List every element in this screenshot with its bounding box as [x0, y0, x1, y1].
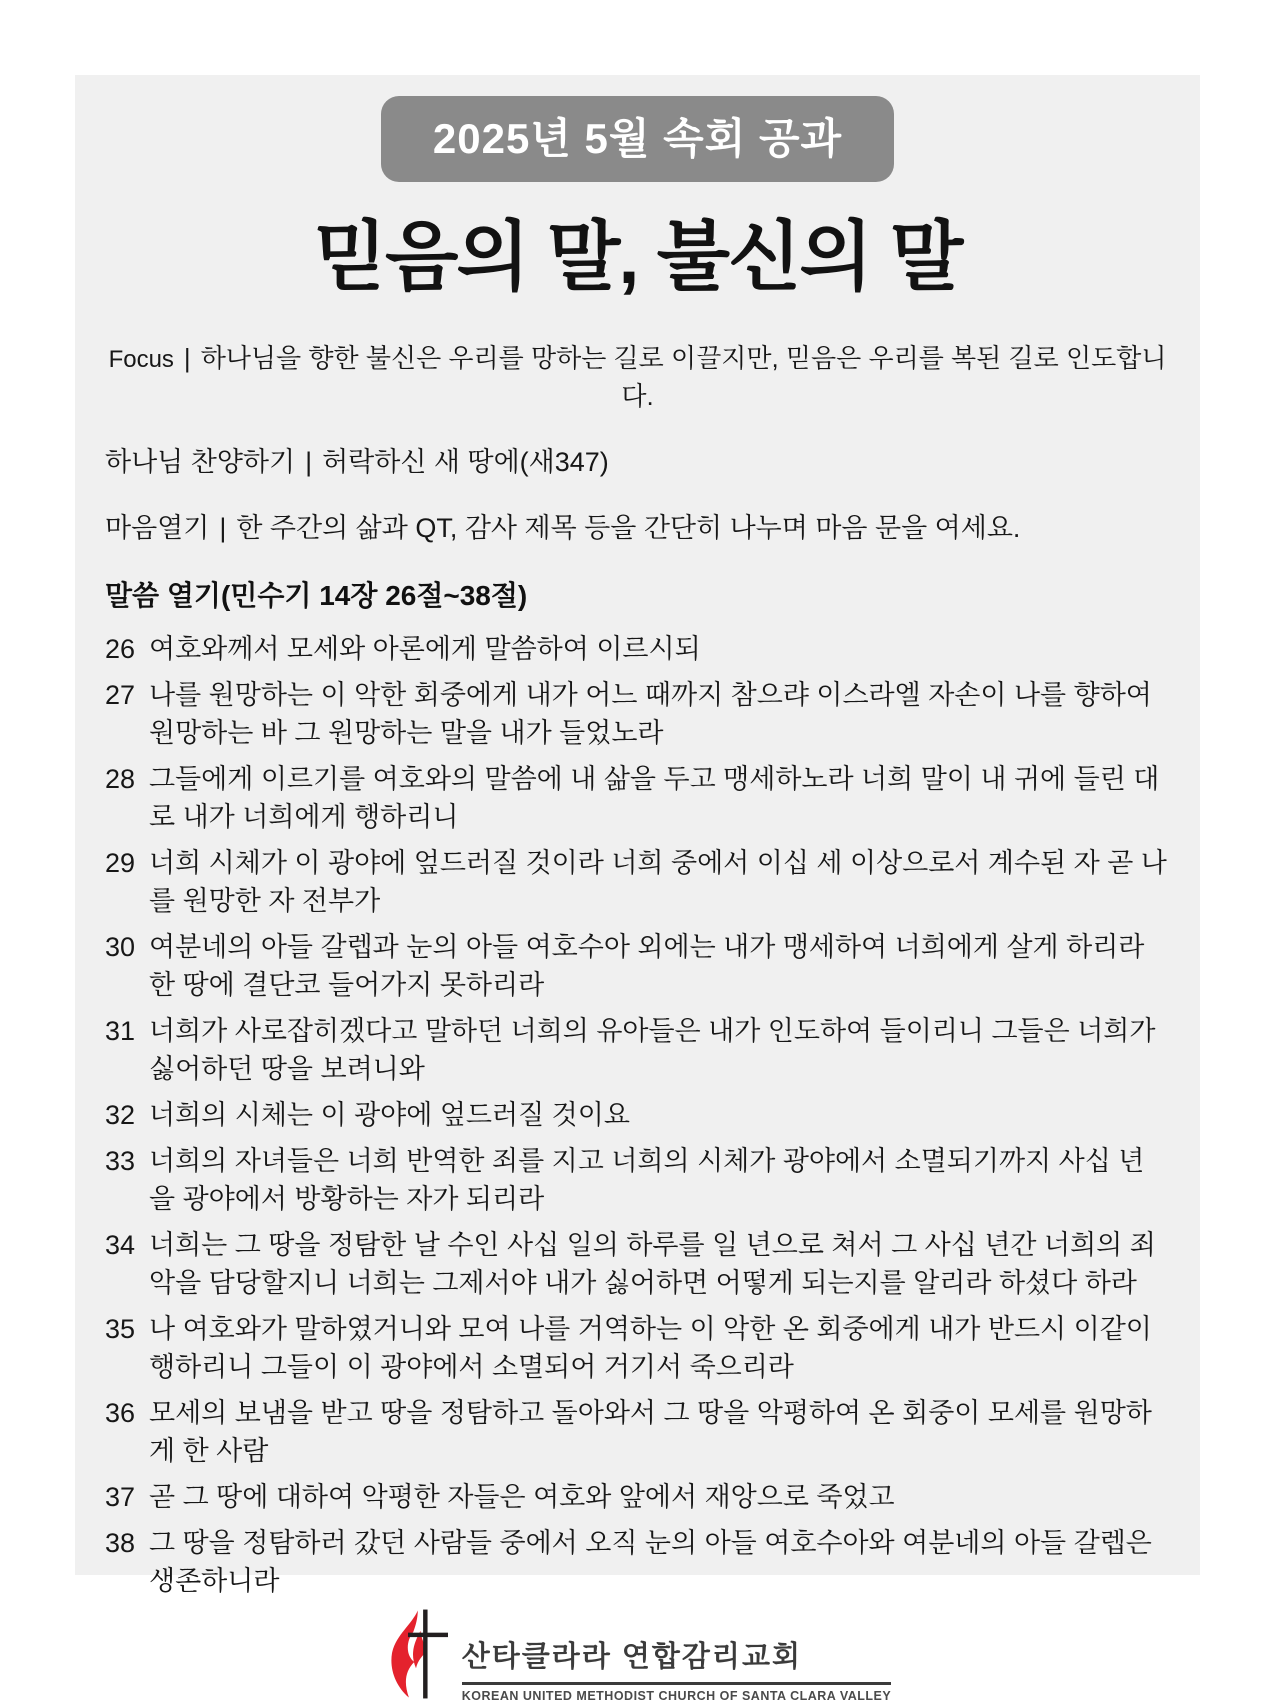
open-heart-separator: | [219, 512, 227, 543]
verse-list [105, 630, 1170, 1600]
verse-text: 그 땅을 정탐하러 갔던 사람들 중에서 오직 눈의 아들 여호수아와 여분네의 아들 갈렙은 생존하니라 [149, 1527, 1152, 1596]
verse-text: 여분네의 아들 갈렙과 눈의 아들 여호수아 외에는 내가 맹세하여 너희에게 살게 하리라 한 땅에 결단코 들어가지 못하리라 [149, 931, 1145, 1000]
church-name-english: KOREAN UNITED METHODIST CHURCH OF SANTA CLARA VALLEY [461, 1688, 892, 1703]
praise-text: 허락하신 새 땅에(새347) [322, 446, 609, 477]
verse-text: 곧 그 땅에 대하여 악평한 자들은 여호와 앞에서 재앙으로 죽었고 [149, 1481, 895, 1512]
verse-number: 32 [105, 1099, 136, 1130]
verse-number: 31 [105, 1015, 136, 1046]
verse-row [105, 676, 1170, 752]
verse-row [105, 1226, 1170, 1302]
verse-text: 나를 원망하는 이 악한 회중에게 내가 어느 때까지 참으랴 이스라엘 자손이 나를 향하여 원망하는 바 그 원망하는 말을 내가 들었노라 [149, 679, 1152, 748]
verse-number: 29 [105, 847, 136, 878]
verse-number: 37 [105, 1481, 136, 1512]
verse-number: 30 [105, 931, 136, 962]
verse-text: 너희가 사로잡히겠다고 말하던 너희의 유아들은 내가 인도하여 들이리니 그들은 너희가 싫어하던 땅을 보려니와 [149, 1015, 1156, 1084]
verse-row [105, 1096, 1170, 1134]
verse-text: 너희 시체가 이 광야에 엎드러질 것이라 너희 중에서 이십 세 이상으로서 계수된 자 곧 나를 원망한 자 전부가 [149, 847, 1167, 916]
verse-text: 너희의 자녀들은 너희 반역한 죄를 지고 너희의 시체가 광야에서 소멸되기까지 사십 년을 광야에서 방황하는 자가 되리라 [149, 1145, 1145, 1214]
verse-row [105, 1524, 1170, 1600]
praise-separator: | [305, 446, 313, 477]
church-names [462, 1608, 891, 1703]
flame-icon [391, 1610, 427, 1697]
scripture-heading: 말씀 열기(민수기 14장 26절~38절) [105, 579, 528, 611]
verse-text: 모세의 보냄을 받고 땅을 정탐하고 돌아와서 그 땅을 악평하여 온 회중이 모세를 원망하게 한 사람 [149, 1397, 1152, 1466]
church-logo [105, 1608, 1170, 1703]
month-badge: 2025년 5월 속회 공과 [381, 96, 894, 182]
open-heart-label: 마음열기 [105, 512, 210, 543]
verse-text: 여호와께서 모세와 아론에게 말씀하여 이르시되 [149, 633, 701, 664]
verse-number: 28 [105, 763, 136, 794]
church-name-korean: 산타클라라 연합감리교회 [462, 1634, 891, 1685]
verse-number: 27 [105, 679, 136, 710]
verse-text: 그들에게 이르기를 여호와의 말씀에 내 삶을 두고 맹세하노라 너희 말이 내 귀에 들린 대로 내가 너희에게 행하리니 [149, 763, 1160, 832]
verse-number: 26 [105, 633, 136, 664]
verse-row [105, 1012, 1170, 1088]
verse-number: 38 [105, 1527, 136, 1558]
verse-text: 너희는 그 땅을 정탐한 날 수인 사십 일의 하루를 일 년으로 쳐서 그 사십 년간 너희의 죄악을 담당할지니 너희는 그제서야 내가 싫어하면 어떻게 되는지를 알리라 하셨다 하라 [149, 1229, 1156, 1298]
verse-text: 너희의 시체는 이 광야에 엎드러질 것이요 [149, 1099, 630, 1130]
verse-row [105, 928, 1170, 1004]
verse-text: 나 여호와가 말하였거니와 모여 나를 거역하는 이 악한 온 회중에게 내가 반드시 이같이 행하리니 그들이 이 광야에서 소멸되어 거기서 죽으리라 [149, 1313, 1152, 1382]
praise-label: 하나님 찬양하기 [105, 446, 296, 477]
praise-line [105, 444, 1170, 480]
worksheet-card [75, 75, 1200, 1703]
cross-and-flame-icon [384, 1608, 448, 1700]
verse-row [105, 1142, 1170, 1218]
focus-text: 하나님을 향한 불신은 우리를 망하는 길로 이끌지만, 믿음은 우리를 복된 길로 인도합니다. [200, 342, 1167, 411]
verse-row [105, 1394, 1170, 1470]
page-title: 믿음의 말, 불신의 말 [313, 215, 962, 300]
verse-row [105, 1310, 1170, 1386]
verse-number: 34 [105, 1229, 136, 1260]
verse-row [105, 1478, 1170, 1516]
focus-label: Focus [108, 345, 174, 373]
open-heart-text: 한 주간의 삶과 QT, 감사 제목 등을 간단히 나누며 마음 문을 여세요. [236, 512, 1021, 543]
verse-number: 33 [105, 1145, 136, 1176]
focus-separator: | [183, 342, 191, 373]
verse-row [105, 760, 1170, 836]
verse-row [105, 844, 1170, 920]
verse-row [105, 630, 1170, 668]
verse-number: 35 [105, 1313, 136, 1344]
focus-line [105, 340, 1170, 414]
verse-number: 36 [105, 1397, 136, 1428]
open-heart-line [105, 510, 1170, 546]
